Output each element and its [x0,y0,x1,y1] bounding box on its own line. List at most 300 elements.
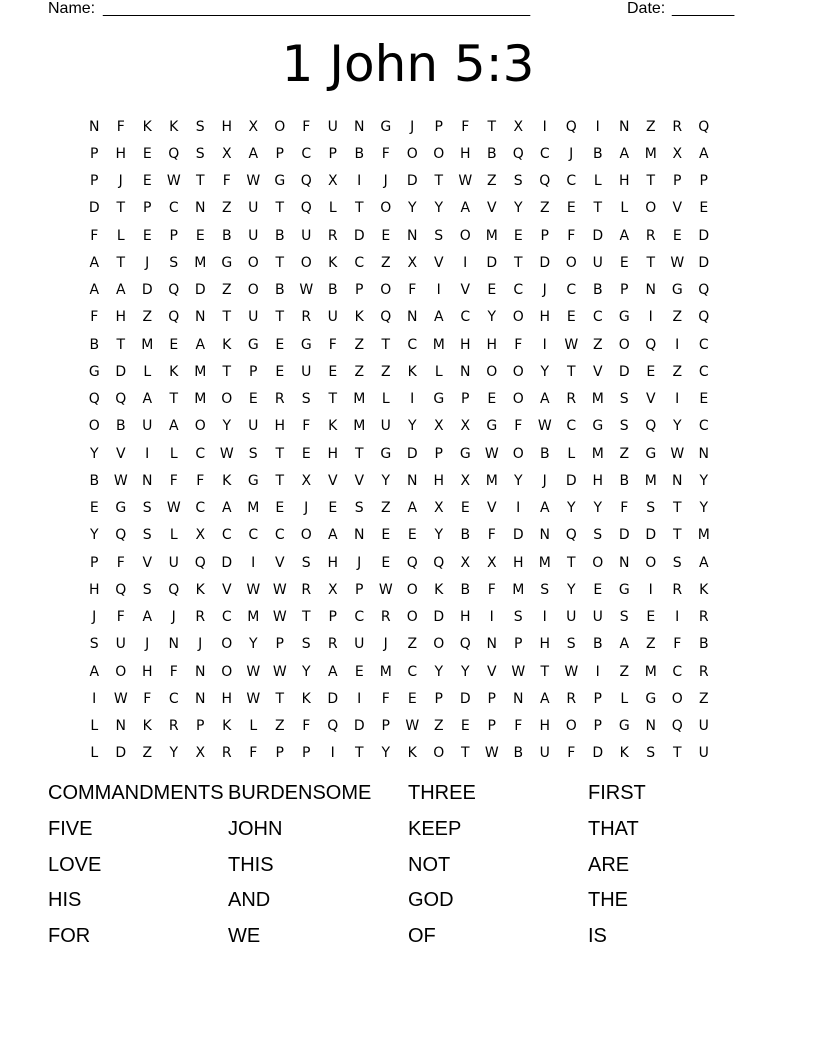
grid-letter: Z [380,363,391,380]
grid-letter: W [378,581,393,598]
grid-letter: B [115,418,126,435]
grid-letter: M [644,145,657,162]
grid-letter: W [246,690,261,707]
grid-letter: K [434,581,444,598]
grid-letter: Y [566,500,576,517]
grid-letter: I [489,609,494,626]
grid-letter: A [698,145,709,162]
grid-letter: R [566,391,577,408]
date-label: Date: [627,0,666,17]
grid-letter: N [539,527,550,544]
grid-letter: S [248,445,258,462]
grid-letter: N [195,690,206,707]
grid-letter: F [116,554,125,571]
grid-letter: G [645,690,657,707]
grid-letter: K [169,363,179,380]
grid-letter: P [90,145,99,162]
grid-letter: M [591,445,604,462]
grid-letter: U [592,609,603,626]
grid-letter: A [619,636,630,653]
grid-letter: M [432,336,445,353]
grid-letter: A [195,336,206,353]
grid-letter: P [434,445,443,462]
grid-letter: I [648,309,653,326]
grid-letter: B [592,636,603,653]
grid-letter: E [593,581,603,598]
grid-letter: H [539,309,551,326]
grid-letter: Y [301,663,311,680]
word-list-item: FOR [48,925,91,947]
grid-letter: T [513,254,523,271]
grid-letter: T [169,391,179,408]
grid-letter: Z [433,718,444,735]
grid-letter: P [461,391,470,408]
grid-letter: N [672,472,683,489]
grid-letter: P [514,636,523,653]
grid-letter: W [219,445,234,462]
grid-letter: U [698,718,709,735]
grid-letter: F [116,118,125,135]
grid-letter: O [194,418,206,435]
grid-letter: Z [539,200,550,217]
grid-letter: N [407,472,418,489]
grid-letter: T [222,309,232,326]
grid-letter: P [620,282,629,299]
grid-letter: E [646,363,656,380]
grid-letter: G [247,336,259,353]
grid-letter: G [221,254,233,271]
grid-letter: Z [645,636,656,653]
grid-letter: H [459,336,471,353]
grid-letter: E [407,527,417,544]
grid-letter: Y [593,500,603,517]
grid-letter: K [354,309,364,326]
grid-letter: X [460,554,471,571]
grid-letter: X [301,472,312,489]
grid-letter: F [302,118,311,135]
grid-letter: I [463,254,468,271]
grid-letter: Q [406,554,418,571]
grid-letter: L [620,200,629,217]
grid-letter: R [221,745,232,762]
grid-letter: Z [354,363,365,380]
grid-letter: T [460,745,470,762]
grid-letter: K [699,581,709,598]
grid-letter: O [406,609,418,626]
grid-letter: O [115,663,127,680]
grid-letter: O [380,282,392,299]
grid-letter: Y [434,527,444,544]
grid-letter: F [567,227,576,244]
grid-letter: W [113,690,128,707]
grid-letter: F [169,472,178,489]
grid-letter: A [698,554,709,571]
grid-letter: O [221,391,233,408]
grid-letter: W [299,282,314,299]
grid-letter: B [619,472,630,489]
grid-letter: Q [115,527,127,544]
grid-letter: I [675,391,680,408]
grid-letter: Q [698,118,710,135]
grid-letter: E [195,227,205,244]
grid-letter: O [221,663,233,680]
grid-letter: S [434,227,444,244]
grid-letter: V [460,282,471,299]
grid-letter: N [89,118,100,135]
grid-letter: A [619,145,630,162]
grid-letter: G [274,173,286,190]
header [48,0,748,21]
grid-letter: C [195,500,206,517]
grid-letter: R [301,309,312,326]
grid-letter: Z [142,309,153,326]
grid-letter: S [619,609,629,626]
grid-letter: Q [433,554,445,571]
grid-letter: G [300,336,312,353]
grid-letter: C [274,527,285,544]
grid-letter: G [115,500,127,517]
grid-letter: O [565,718,577,735]
grid-letter: F [461,118,470,135]
grid-letter: D [433,609,445,626]
grid-letter: U [354,636,365,653]
grid-letter: E [328,363,338,380]
grid-letter: W [511,663,526,680]
grid-letter: H [618,173,630,190]
grid-letter: F [620,500,629,517]
grid-letter: O [512,445,524,462]
grid-letter: D [698,227,710,244]
grid-letter: O [300,254,312,271]
grid-letter: F [381,145,390,162]
grid-letter: V [142,554,153,571]
grid-letter: N [407,227,418,244]
grid-letter: I [357,173,362,190]
grid-letter: P [487,690,496,707]
grid-letter: T [301,609,311,626]
grid-letter: X [195,527,206,544]
grid-letter: C [221,609,232,626]
grid-letter: H [115,145,127,162]
grid-letter: H [327,554,339,571]
grid-letter: O [486,363,498,380]
grid-letter: K [222,336,232,353]
grid-letter: S [301,554,311,571]
grid-letter: A [89,663,100,680]
grid-letter: B [460,527,471,544]
grid-letter: X [672,145,683,162]
word-list-item: THREE [408,782,476,804]
grid-letter: C [407,336,418,353]
word-list-item: COMMANDMENTS [48,782,224,804]
grid-letter: T [672,745,682,762]
grid-letter: T [354,745,364,762]
grid-letter: C [301,145,312,162]
word-list-item: ARE [588,853,630,876]
grid-letter: C [168,690,179,707]
grid-letter: V [645,391,656,408]
grid-letter: H [539,718,551,735]
grid-letter: D [141,282,153,299]
grid-letter: Q [565,527,577,544]
grid-letter: G [459,445,471,462]
grid-letter: F [408,282,417,299]
grid-letter: Y [169,745,179,762]
grid-letter: F [487,581,496,598]
grid-letter: W [246,663,261,680]
grid-letter: N [115,718,126,735]
grid-letter: X [486,554,497,571]
grid-letter: I [542,609,547,626]
name-label: Name: [48,0,96,17]
grid-letter: G [645,445,657,462]
grid-letter: V [274,554,285,571]
grid-letter: I [330,745,335,762]
grid-letter: U [301,227,312,244]
grid-letter: A [89,282,100,299]
grid-letter: G [618,581,630,598]
letter-grid [81,113,717,767]
grid-letter: S [142,500,152,517]
grid-letter: D [88,200,100,217]
grid-letter: S [169,254,179,271]
grid-letter: E [275,500,285,517]
grid-letter: M [379,663,392,680]
grid-letter: T [116,336,126,353]
grid-letter: P [249,363,258,380]
grid-letter: S [195,145,205,162]
grid-letter: P [540,227,549,244]
grid-letter: S [646,500,656,517]
grid-letter: R [645,227,656,244]
grid-letter: T [672,527,682,544]
grid-letter: G [380,445,392,462]
grid-letter: M [353,418,366,435]
grid-letter: N [195,309,206,326]
grid-letter: Z [380,254,391,271]
grid-letter: E [460,718,470,735]
grid-letter: C [460,309,471,326]
word-list-item: THAT [588,817,639,840]
grid-letter: H [221,118,233,135]
grid-letter: O [406,145,418,162]
grid-letter: N [195,663,206,680]
grid-letter: M [141,336,154,353]
grid-letter: Y [222,418,232,435]
grid-letter: Z [672,309,683,326]
grid-letter: A [142,391,153,408]
grid-letter: O [565,254,577,271]
grid-letter: T [116,200,126,217]
grid-letter: D [115,745,127,762]
grid-letter: S [513,173,523,190]
grid-letter: B [539,445,550,462]
grid-letter: W [670,254,685,271]
grid-letter: W [272,581,287,598]
grid-letter: H [592,472,604,489]
grid-letter: R [195,609,206,626]
grid-letter: M [247,609,260,626]
grid-letter: W [484,445,499,462]
grid-letter: N [142,472,153,489]
grid-letter: D [115,363,127,380]
grid-letter: U [115,636,126,653]
grid-letter: O [247,282,259,299]
grid-letter: S [619,391,629,408]
grid-letter: B [698,636,709,653]
grid-letter: Y [89,527,99,544]
grid-letter: O [512,391,524,408]
grid-letter: E [407,690,417,707]
grid-letter: S [566,636,576,653]
grid-letter: Y [407,418,417,435]
grid-letter: D [592,227,604,244]
grid-letter: J [92,609,97,626]
grid-letter: W [113,472,128,489]
grid-letter: X [433,418,444,435]
grid-letter: C [698,336,709,353]
grid-letter: Y [407,200,417,217]
grid-letter: W [670,445,685,462]
grid-letter: Z [354,336,365,353]
grid-letter: P [143,200,152,217]
grid-letter: N [407,309,418,326]
grid-letter: P [302,745,311,762]
grid-letter: O [88,418,100,435]
grid-letter: U [539,745,550,762]
grid-letter: S [142,527,152,544]
grid-letter: J [569,145,574,162]
grid-letter: U [698,745,709,762]
grid-letter: F [196,472,205,489]
grid-letter: L [328,200,337,217]
grid-letter: P [673,173,682,190]
grid-letter: L [143,363,152,380]
grid-letter: A [460,200,471,217]
grid-letter: H [433,472,445,489]
grid-letter: Q [300,200,312,217]
grid-letter: X [460,418,471,435]
grid-letter: C [566,418,577,435]
grid-letter: Y [434,200,444,217]
grid-letter: Q [459,636,471,653]
grid-letter: S [672,554,682,571]
grid-letter: K [195,581,205,598]
grid-letter: T [328,391,338,408]
word-list-item: OF [408,925,436,947]
grid-letter: E [699,391,709,408]
grid-letter: C [513,282,524,299]
grid-letter: U [248,227,259,244]
grid-letter: M [538,554,551,571]
grid-letter: C [566,282,577,299]
grid-letter: C [539,145,550,162]
grid-letter: S [646,745,656,762]
grid-letter: W [405,718,420,735]
grid-letter: H [486,336,498,353]
grid-letter: E [460,500,470,517]
grid-letter: J [118,173,123,190]
grid-letter: L [249,718,258,735]
grid-letter: U [142,418,153,435]
grid-letter: J [304,500,309,517]
grid-letter: B [89,472,100,489]
grid-letter: X [433,500,444,517]
grid-letter: Q [645,418,657,435]
grid-letter: Y [672,418,682,435]
grid-letter: F [222,173,231,190]
grid-letter: T [275,309,285,326]
grid-letter: A [115,282,126,299]
grid-letter: K [619,745,629,762]
grid-letter: Q [168,282,180,299]
grid-letter: G [88,363,100,380]
grid-letter: I [675,336,680,353]
grid-letter: D [592,745,604,762]
grid-letter: F [514,718,523,735]
grid-letter: H [141,663,153,680]
grid-letter: R [698,663,709,680]
grid-letter: Y [513,472,523,489]
grid-letter: V [354,472,365,489]
grid-letter: L [169,527,178,544]
grid-letter: Q [671,718,683,735]
grid-letter: H [459,609,471,626]
grid-letter: S [513,609,523,626]
grid-letter: F [249,745,258,762]
grid-letter: E [487,282,497,299]
word-list-item: JOHN [228,817,283,840]
grid-letter: X [327,581,338,598]
grid-letter: M [591,391,604,408]
grid-letter: Q [645,336,657,353]
grid-letter: P [275,145,284,162]
grid-letter: A [539,391,550,408]
grid-letter: F [673,636,682,653]
grid-letter: Z [380,500,391,517]
grid-letter: D [618,363,630,380]
grid-letter: Q [380,309,392,326]
grid-letter: D [539,254,551,271]
grid-letter: S [142,581,152,598]
grid-letter: E [169,336,179,353]
grid-letter: C [168,200,179,217]
grid-letter: O [618,336,630,353]
grid-letter: W [166,500,181,517]
grid-letter: N [168,636,179,653]
grid-letter: R [672,118,683,135]
grid-letter: H [459,145,471,162]
grid-letter: J [145,254,150,271]
grid-letter: B [592,282,603,299]
grid-letter: Z [672,363,683,380]
grid-letter: Q [194,554,206,571]
grid-letter: N [619,118,630,135]
grid-letter: U [168,554,179,571]
word-list-item: FIRST [588,782,646,804]
grid-letter: E [142,173,152,190]
grid-letter: X [460,472,471,489]
grid-letter: O [512,363,524,380]
grid-letter: P [699,173,708,190]
grid-letter: R [698,609,709,626]
grid-letter: E [619,254,629,271]
grid-letter: D [645,527,657,544]
grid-letter: P [196,718,205,735]
grid-letter: E [381,227,391,244]
page-title: 1 John 5:3 [281,35,535,93]
grid-letter: S [619,418,629,435]
